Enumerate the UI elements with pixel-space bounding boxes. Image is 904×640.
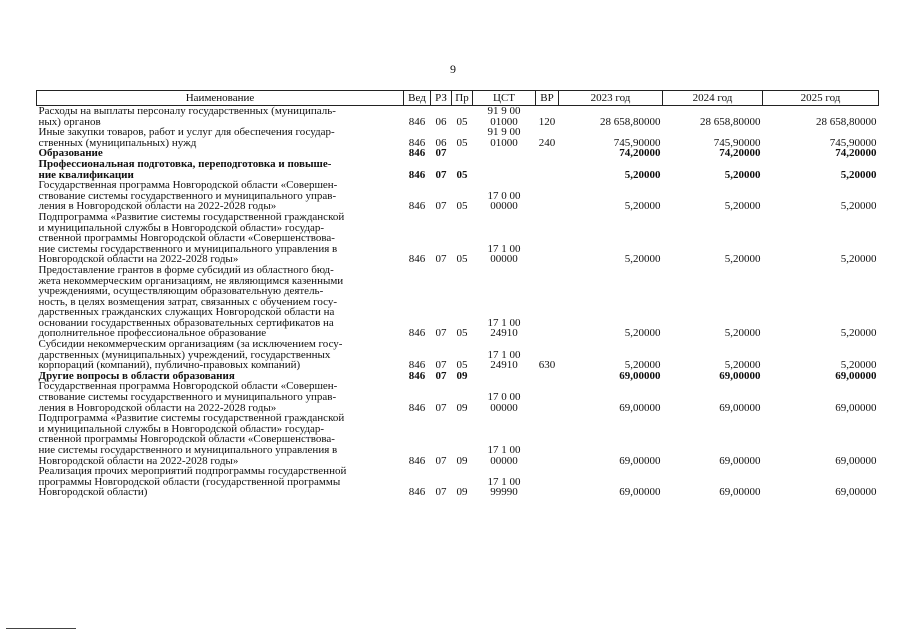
row-name-line: ние системы государственного и муниципального управления в xyxy=(38,444,338,456)
rz-cell: 07 xyxy=(435,454,447,467)
header-year-2024: 2024 год xyxy=(663,91,763,106)
amount-2024-cell: 69,00000 xyxy=(719,486,761,499)
cst-cell: 17 1 00 00000 xyxy=(487,242,521,266)
row-name-line: учреждениями, осуществляющим образовательную деятель- xyxy=(38,285,324,298)
vr-cell: 120 xyxy=(538,115,556,128)
cst-cell xyxy=(473,148,536,159)
amount-2024-cell: 745,90000 xyxy=(713,136,761,149)
cst-cell xyxy=(473,371,536,382)
row-name-line: дополнительное профессиональное образование xyxy=(38,327,267,340)
row-name-cell xyxy=(37,106,404,128)
row-name-line: дарственных (муниципальных) учреждений, государственных xyxy=(38,348,331,361)
cst-cell: 17 1 00 24910 xyxy=(487,316,521,340)
row-name-line: Иные закупки товаров, работ и услуг для обеспечения государ- xyxy=(38,126,335,139)
amount-2023-cell: 69,00000 xyxy=(619,486,661,499)
amount-2023-cell: 5,20000 xyxy=(624,359,661,372)
pr-cell: 05 xyxy=(456,115,468,128)
cst-cell xyxy=(473,159,536,180)
row-name-line: программы Новгородской области (государственной программы xyxy=(38,475,341,488)
rz-cell: 07 xyxy=(435,359,447,372)
header-year-2025: 2025 год xyxy=(763,91,879,106)
vr-cell xyxy=(536,148,559,159)
amount-2025-cell: 69,00000 xyxy=(835,486,877,499)
amount-2025-cell: 5,20000 xyxy=(840,200,877,213)
table-row xyxy=(37,381,879,413)
row-name-line: ность, в целях возмещения затрат, связанных с обучением госу- xyxy=(38,295,338,308)
row-name-cell xyxy=(37,413,404,466)
table-row xyxy=(37,339,879,371)
amount-2023-cell: 5,20000 xyxy=(624,253,661,266)
ved-cell: 846 xyxy=(408,147,426,160)
cst-cell: 17 1 00 00000 xyxy=(487,444,521,467)
amount-2024-cell: 5,20000 xyxy=(724,200,761,213)
vr-cell xyxy=(536,466,559,498)
pr-cell xyxy=(452,148,473,159)
table-header-row xyxy=(37,91,879,106)
ved-cell: 846 xyxy=(408,454,426,467)
row-name-line: Государственная программа Новгородской области «Совершен- xyxy=(38,380,338,393)
row-name-cell xyxy=(37,180,404,212)
ved-cell: 846 xyxy=(408,253,426,266)
row-name-line: ственных (муниципальных) нужд xyxy=(38,136,197,149)
ved-cell: 846 xyxy=(408,136,426,149)
rz-cell: 07 xyxy=(435,327,447,340)
amount-2025-cell: 74,20000 xyxy=(835,147,877,160)
amount-2024-cell: 5,20000 xyxy=(724,359,761,372)
ved-cell: 846 xyxy=(408,327,426,340)
row-name-line: корпораций (компаний), публично-правовых компаний) xyxy=(38,359,301,372)
ved-cell: 846 xyxy=(408,401,426,414)
row-name-line: Другие вопросы в области образования xyxy=(38,369,235,382)
pr-cell: 09 xyxy=(456,454,468,467)
table-row xyxy=(37,106,879,128)
pr-cell: 05 xyxy=(456,168,468,181)
amount-2023-cell: 74,20000 xyxy=(619,147,661,160)
row-name-line: Предоставление грантов в форме субсидий из областного бюд- xyxy=(38,263,334,276)
row-name-cell xyxy=(37,466,404,498)
vr-cell xyxy=(536,265,559,339)
ved-cell: 846 xyxy=(408,168,426,181)
table-row xyxy=(37,265,879,339)
table-row xyxy=(37,127,879,148)
row-name-line: Новгородской области на 2022-2028 годы» xyxy=(38,454,239,467)
ved-cell: 846 xyxy=(408,115,426,128)
row-name-line: и муниципальной службы в Новгородской области» государ- xyxy=(38,422,325,435)
table-row xyxy=(37,180,879,212)
row-name-line: основании государственных образовательных сертификатов на xyxy=(38,316,334,329)
vr-cell xyxy=(536,212,559,265)
vr-cell: 630 xyxy=(538,359,556,372)
rz-cell: 07 xyxy=(435,200,447,213)
rz-cell: 07 xyxy=(435,147,447,160)
pr-cell: 05 xyxy=(456,327,468,340)
cst-cell: 17 1 00 99990 xyxy=(487,475,521,499)
row-name-cell xyxy=(37,339,404,371)
cst-cell: 17 0 00 00000 xyxy=(487,391,521,414)
pr-cell: 09 xyxy=(456,486,468,499)
amount-2023-cell: 5,20000 xyxy=(624,200,661,213)
table-row xyxy=(37,159,879,180)
amount-2023-cell: 5,20000 xyxy=(624,168,661,181)
amount-2023-cell: 69,00000 xyxy=(619,401,661,414)
table-body xyxy=(37,106,879,498)
vr-cell xyxy=(536,381,559,413)
table-row xyxy=(37,466,879,498)
rz-cell: 07 xyxy=(435,168,447,181)
amount-2023-cell: 69,00000 xyxy=(619,454,661,467)
amount-2024-cell: 5,20000 xyxy=(724,253,761,266)
row-name-line: и муниципальной службы в Новгородской области» государ- xyxy=(38,221,325,234)
header-vr: ВР xyxy=(536,91,559,106)
vr-cell xyxy=(536,180,559,212)
row-name-cell xyxy=(37,212,404,265)
rz-cell: 07 xyxy=(435,401,447,414)
header-ved: Вед xyxy=(404,91,431,106)
header-cst: ЦСТ xyxy=(473,91,536,106)
amount-2024-cell: 69,00000 xyxy=(719,401,761,414)
vr-cell xyxy=(536,371,559,382)
row-name-line: ственной программы Новгородской области «Совершенствова- xyxy=(38,433,335,446)
pr-cell: 05 xyxy=(456,136,468,149)
header-name: Наименование xyxy=(37,91,404,106)
row-name-cell xyxy=(37,381,404,413)
table-row xyxy=(37,413,879,466)
cst-cell: 91 9 00 01000 xyxy=(487,105,521,128)
amount-2025-cell: 5,20000 xyxy=(840,327,877,340)
row-name-cell xyxy=(37,159,404,180)
amount-2024-cell: 69,00000 xyxy=(719,369,761,382)
row-name-line: Образование xyxy=(38,147,103,160)
amount-2025-cell: 745,90000 xyxy=(829,136,877,149)
row-name-line: Субсидии некоммерческим организациям (за исключением госу- xyxy=(38,338,343,351)
row-name-line: ствование системы государственного и муниципального управ- xyxy=(38,189,337,202)
row-name-line: Новгородской области) xyxy=(38,486,148,499)
amount-2024-cell: 28 658,80000 xyxy=(700,115,761,128)
footnote-divider xyxy=(6,628,76,629)
cst-cell: 17 1 00 24910 xyxy=(487,348,521,372)
table-row xyxy=(37,212,879,265)
pr-cell: 09 xyxy=(456,369,468,382)
header-rz: РЗ xyxy=(431,91,452,106)
pr-cell: 05 xyxy=(456,359,468,372)
pr-cell: 05 xyxy=(456,200,468,213)
amount-2024-cell: 74,20000 xyxy=(719,147,761,160)
rz-cell: 07 xyxy=(435,486,447,499)
row-name-line: дарственных гражданских служащих Новгородской области на xyxy=(38,306,335,319)
amount-2025-cell: 5,20000 xyxy=(840,168,877,181)
amount-2023-cell: 5,20000 xyxy=(624,327,661,340)
row-name-line: ственной программы Новгородской области «Совершенствова- xyxy=(38,232,335,245)
rz-cell: 06 xyxy=(435,115,447,128)
row-name-line: Реализация прочих мероприятий подпрограммы государственной xyxy=(38,465,347,478)
vr-cell xyxy=(536,413,559,466)
amount-2025-cell: 5,20000 xyxy=(840,253,877,266)
amount-2025-cell: 69,00000 xyxy=(835,401,877,414)
amount-2025-cell: 5,20000 xyxy=(840,359,877,372)
pr-cell: 09 xyxy=(456,401,468,414)
cst-cell: 91 9 00 01000 xyxy=(487,126,521,149)
row-name-cell xyxy=(37,127,404,148)
ved-cell: 846 xyxy=(408,200,426,213)
row-name-line: ления в Новгородской области на 2022-2028 годы» xyxy=(38,401,277,414)
budget-table xyxy=(36,90,879,498)
row-name-line: ствование системы государственного и муниципального управ- xyxy=(38,391,337,404)
rz-cell: 06 xyxy=(435,136,447,149)
vr-cell: 240 xyxy=(538,136,556,149)
amount-2025-cell: 28 658,80000 xyxy=(816,115,877,128)
pr-cell: 05 xyxy=(456,253,468,266)
header-year-2023: 2023 год xyxy=(559,91,663,106)
amount-2023-cell: 28 658,80000 xyxy=(600,115,661,128)
row-name-line: Новгородской области на 2022-2028 годы» xyxy=(38,253,239,266)
page-number: 9 xyxy=(450,62,456,76)
ved-cell: 846 xyxy=(408,369,426,382)
amount-2025-cell: 69,00000 xyxy=(835,454,877,467)
amount-2024-cell: 69,00000 xyxy=(719,454,761,467)
row-name-line: ных) органов xyxy=(38,115,101,128)
row-name-line: Расходы на выплаты персоналу государственных (муниципаль- xyxy=(38,105,336,117)
amount-2025-cell: 69,00000 xyxy=(835,369,877,382)
row-name-line: ние квалификации xyxy=(38,168,134,181)
cst-cell: 17 0 00 00000 xyxy=(487,189,521,213)
row-name-line: Профессиональная подготовка, переподготовка и повыше- xyxy=(38,157,332,170)
amount-2023-cell: 745,90000 xyxy=(613,136,661,149)
header-pr: Пр xyxy=(452,91,473,106)
rz-cell: 07 xyxy=(435,369,447,382)
amount-2023-cell: 69,00000 xyxy=(619,369,661,382)
row-name-line: ние системы государственного и муниципального управления в xyxy=(38,242,338,255)
row-name-line: Государственная программа Новгородской области «Совершен- xyxy=(38,179,338,192)
vr-cell xyxy=(536,159,559,180)
row-name-cell xyxy=(37,265,404,339)
amount-2024-cell: 5,20000 xyxy=(724,327,761,340)
ved-cell: 846 xyxy=(408,359,426,372)
row-name-line: жета некоммерческим организациям, не являющимся казенными xyxy=(38,274,344,287)
amount-2024-cell: 5,20000 xyxy=(724,168,761,181)
ved-cell: 846 xyxy=(408,486,426,499)
row-name-line: ления в Новгородской области на 2022-2028 годы» xyxy=(38,200,277,213)
rz-cell: 07 xyxy=(435,253,447,266)
row-name-line: Подпрограмма «Развитие системы государственной гражданской xyxy=(38,210,345,223)
row-name-line: Подпрограмма «Развитие системы государственной гражданской xyxy=(38,412,345,425)
